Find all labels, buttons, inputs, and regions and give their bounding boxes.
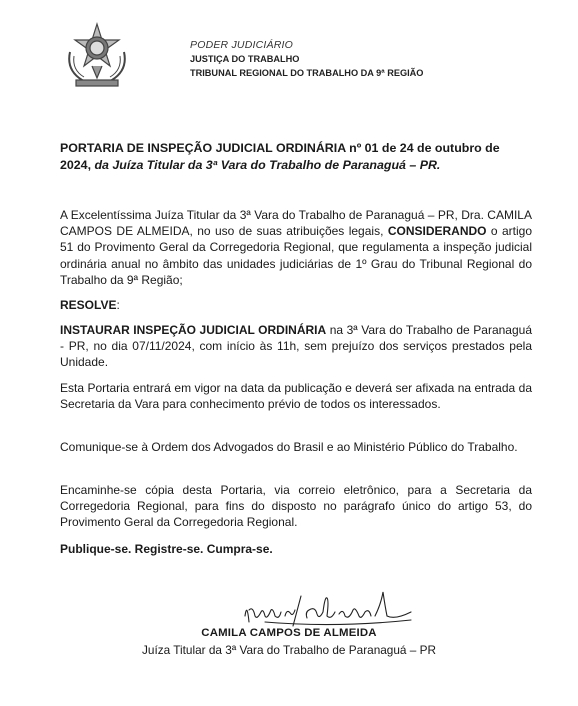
- paragraph-vigor: Esta Portaria entrará em vigor na data da publicação e deverá ser afixada na entrada da Secretaria da Vara para conhecimento prévio de todos os interessados.: [60, 381, 532, 412]
- document-title: [60, 140, 526, 174]
- paragraph-encaminhe: Encaminhe-se cópia desta Portaria, via correio eletrônico, para a Secretaria da Corregedoria Regional, para fins do disposto no parágrafo único do artigo 53, do Provimento Geral da Corregedoria Regional.: [60, 483, 532, 530]
- closing-line: Publique-se. Registre-se. Cumpra-se.: [60, 542, 273, 556]
- resolve-label: RESOLVE: [60, 298, 117, 312]
- title-italic: da Juíza Titular da 3ª Vara do Trabalho de Paranaguá – PR.: [91, 158, 441, 172]
- letterhead: [190, 38, 423, 80]
- p2-rest: na 3ª Vara do Trabalho de Paranaguá - PR, no dia 07/11/2024, com início às 11h, sem prejuízo dos serviços prestados pela Unidade.: [60, 323, 532, 370]
- resolve-colon: :: [116, 298, 120, 312]
- coat-of-arms-seal-icon: [64, 22, 130, 92]
- header-line-2: JUSTIÇA DO TRABALHO: [190, 54, 300, 64]
- signer-role: Juíza Titular da 3ª Vara do Trabalho de Paranaguá – PR: [141, 643, 436, 657]
- signer-name: CAMILA CAMPOS DE ALMEIDA: [201, 627, 377, 639]
- header-line-3: TRIBUNAL REGIONAL DO TRABALHO DA 9ª REGIÃO: [190, 68, 424, 78]
- resolve-heading: [60, 297, 532, 313]
- p1-intro: A Excelentíssima Juíza Titular da 3ª Vara do Trabalho de Paranaguá – PR, Dra. CAMILA CAMPOS DE ALMEIDA, no uso de suas atribuições legais,: [60, 208, 532, 239]
- p1-considerando: CONSIDERANDO: [387, 224, 487, 239]
- title-bold: PORTARIA DE INSPEÇÃO JUDICIAL ORDINÁRIA nº 01 de 24 de outubro de 2024,: [60, 141, 500, 172]
- handwritten-signature: [235, 586, 425, 632]
- header-line-1: PODER JUDICIÁRIO: [190, 39, 293, 51]
- p1-rest: o artigo 51 do Provimento Geral da Corregedoria Regional, que regulamenta a inspeção judicial ordinária anual no âmbito das unidades judiciárias de 1º Grau do Tribunal Regional do Trabalho da 9ª Região;: [60, 224, 532, 287]
- paragraph-instaurar: [60, 322, 532, 371]
- p2-bold: INSTAURAR INSPEÇÃO JUDICIAL ORDINÁRIA: [60, 323, 327, 337]
- paragraph-comunique: Comunique-se à Ordem dos Advogados do Brasil e ao Ministério Público do Trabalho.: [60, 440, 518, 454]
- paragraph-considerando: [60, 207, 532, 288]
